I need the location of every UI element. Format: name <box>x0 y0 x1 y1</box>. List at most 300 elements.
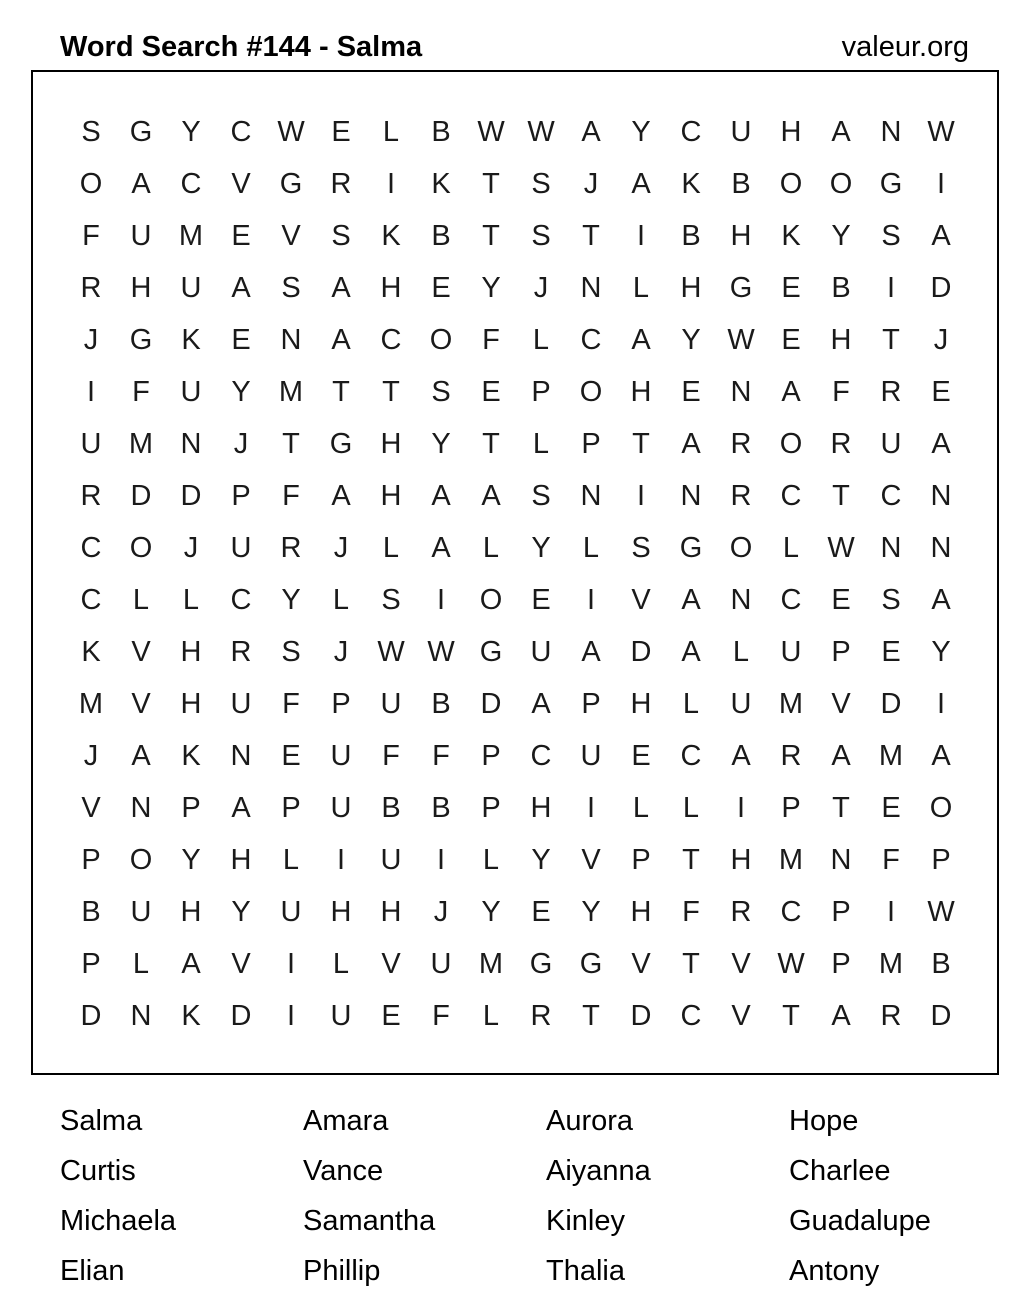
grid-letter: K <box>81 635 101 668</box>
grid-letter: P <box>631 843 651 876</box>
grid-letter: D <box>630 635 652 668</box>
word-list-item: Samantha <box>303 1205 436 1237</box>
grid-letter: L <box>182 583 200 616</box>
grid-letter: U <box>780 635 802 668</box>
grid-letter: A <box>481 479 501 512</box>
grid-letter: A <box>681 427 701 460</box>
grid-letter: K <box>431 167 451 200</box>
grid-letter: S <box>431 375 451 408</box>
word-list-item: Curtis <box>60 1155 136 1187</box>
grid-letter: R <box>730 895 752 928</box>
grid-letter: L <box>132 947 150 980</box>
grid-letter: S <box>531 219 551 252</box>
grid-letter: L <box>632 791 650 824</box>
grid-letter: E <box>531 583 551 616</box>
grid-letter: I <box>386 167 396 200</box>
grid-letter: A <box>831 739 851 772</box>
grid-letter: T <box>482 219 500 252</box>
grid-letter: A <box>781 375 801 408</box>
word-list <box>60 1096 1030 1296</box>
grid-letter: P <box>231 479 251 512</box>
grid-letter: R <box>530 999 552 1032</box>
grid-letter: T <box>782 999 800 1032</box>
grid-letter: N <box>130 791 152 824</box>
grid-letter: E <box>931 375 951 408</box>
grid-letter: A <box>231 791 251 824</box>
grid-letter: C <box>780 479 802 512</box>
grid-letter: U <box>230 531 252 564</box>
grid-letter: P <box>531 375 551 408</box>
word-list-item: Aurora <box>546 1105 634 1137</box>
grid-letter: F <box>282 687 300 720</box>
grid-letter: E <box>331 115 351 148</box>
grid-letter: N <box>880 531 902 564</box>
grid-letter: W <box>427 635 455 668</box>
grid-letter: J <box>583 167 599 200</box>
grid-letter: H <box>830 323 852 356</box>
grid-letter: P <box>931 843 951 876</box>
grid-letter: L <box>582 531 600 564</box>
grid-letter: I <box>936 167 946 200</box>
grid-letter: G <box>129 115 153 148</box>
grid-letter: H <box>330 895 352 928</box>
grid-letter: C <box>80 583 102 616</box>
grid-letter: A <box>331 479 351 512</box>
grid-letter: Y <box>231 375 251 408</box>
grid-letter: L <box>782 531 800 564</box>
grid-letter: I <box>436 843 446 876</box>
grid-letter: N <box>580 479 602 512</box>
grid-letter: F <box>882 843 900 876</box>
grid-letter: J <box>933 323 949 356</box>
grid-letter: Y <box>531 843 551 876</box>
grid-letter: H <box>180 687 202 720</box>
grid-letter: S <box>381 583 401 616</box>
grid-letter: U <box>180 375 202 408</box>
grid-letter: W <box>377 635 405 668</box>
grid-letter: I <box>586 583 596 616</box>
grid-letter: T <box>882 323 900 356</box>
word-list-item: Guadalupe <box>789 1205 931 1237</box>
grid-letter: G <box>729 271 753 304</box>
grid-letter: D <box>880 687 902 720</box>
grid-letter: V <box>81 791 101 824</box>
grid-letter: Y <box>431 427 451 460</box>
grid-letter: O <box>729 531 753 564</box>
grid-letter: Y <box>181 843 201 876</box>
grid-letter: B <box>431 115 451 148</box>
grid-letter: Y <box>181 115 201 148</box>
grid-letter: D <box>930 271 952 304</box>
grid-letter: H <box>730 843 752 876</box>
grid-letter: G <box>329 427 353 460</box>
grid-letter: C <box>230 115 252 148</box>
grid-letter: Y <box>681 323 701 356</box>
grid-letter: H <box>630 375 652 408</box>
grid-letter: W <box>777 947 805 980</box>
grid-letter: L <box>482 843 500 876</box>
grid-letter: A <box>431 479 451 512</box>
grid-letter: O <box>579 375 603 408</box>
grid-letter: P <box>81 843 101 876</box>
grid-letter: U <box>330 999 352 1032</box>
grid-letter: M <box>128 427 154 460</box>
grid-letter: T <box>582 219 600 252</box>
word-list-item: Salma <box>60 1105 143 1137</box>
grid-letter: P <box>581 687 601 720</box>
grid-letter: T <box>282 427 300 460</box>
grid-letter: U <box>380 843 402 876</box>
grid-letter: U <box>530 635 552 668</box>
grid-letter: U <box>130 219 152 252</box>
grid-letter: H <box>380 427 402 460</box>
grid-letter: L <box>382 531 400 564</box>
grid-letter: M <box>878 947 904 980</box>
grid-letter: C <box>680 115 702 148</box>
grid-letter: A <box>731 739 751 772</box>
grid-letter: N <box>730 375 752 408</box>
grid-letter: A <box>131 167 151 200</box>
grid-letter: M <box>278 375 304 408</box>
grid-letter: A <box>931 739 951 772</box>
grid-letter: H <box>730 219 752 252</box>
grid-letter: L <box>282 843 300 876</box>
grid-letter: Y <box>281 583 301 616</box>
grid-letter: B <box>931 947 951 980</box>
grid-letter: R <box>80 479 102 512</box>
grid-letter: R <box>330 167 352 200</box>
grid-letter: H <box>230 843 252 876</box>
grid-letter: H <box>380 479 402 512</box>
grid-letter: V <box>631 583 651 616</box>
grid-letter: L <box>332 947 350 980</box>
grid-letter: P <box>481 791 501 824</box>
grid-letter: J <box>533 271 549 304</box>
grid-letter: I <box>636 479 646 512</box>
grid-letter: L <box>482 531 500 564</box>
grid-letter: S <box>531 167 551 200</box>
grid-letter: E <box>881 635 901 668</box>
grid-letter: M <box>78 687 104 720</box>
grid-letter: D <box>130 479 152 512</box>
grid-letter: K <box>181 323 201 356</box>
grid-letter: Y <box>481 271 501 304</box>
grid-letter: E <box>631 739 651 772</box>
grid-letter: A <box>831 115 851 148</box>
grid-letter: A <box>931 427 951 460</box>
grid-letter: U <box>880 427 902 460</box>
grid-letter: Y <box>481 895 501 928</box>
grid-letter: M <box>178 219 204 252</box>
grid-letter: E <box>281 739 301 772</box>
grid-letter: F <box>432 739 450 772</box>
grid-letter: O <box>129 531 153 564</box>
grid-letter: G <box>679 531 703 564</box>
grid-letter: E <box>431 271 451 304</box>
grid-letter: U <box>80 427 102 460</box>
grid-letter: T <box>682 947 700 980</box>
grid-letter: C <box>530 739 552 772</box>
grid-letter: A <box>331 323 351 356</box>
grid-letter: F <box>282 479 300 512</box>
grid-letter: T <box>332 375 350 408</box>
grid-letter: P <box>581 427 601 460</box>
grid-letter: O <box>779 427 803 460</box>
grid-letter: N <box>580 271 602 304</box>
grid-letter: A <box>681 635 701 668</box>
grid-letter: O <box>779 167 803 200</box>
grid-letter: E <box>831 583 851 616</box>
grid-letter: N <box>180 427 202 460</box>
word-list-item: Thalia <box>546 1255 625 1287</box>
grid-letter: V <box>281 219 301 252</box>
grid-letter: L <box>132 583 150 616</box>
grid-letter: E <box>781 323 801 356</box>
grid-letter: J <box>333 635 349 668</box>
grid-letter: F <box>382 739 400 772</box>
grid-letter: G <box>279 167 303 200</box>
grid-letter: N <box>730 583 752 616</box>
grid-letter: V <box>631 947 651 980</box>
grid-letter: P <box>831 947 851 980</box>
grid-letter: C <box>680 739 702 772</box>
grid-letter: J <box>233 427 249 460</box>
grid-letter: O <box>129 843 153 876</box>
grid-letter: N <box>280 323 302 356</box>
grid-letter: W <box>527 115 555 148</box>
grid-letter: D <box>230 999 252 1032</box>
grid-letter: G <box>879 167 903 200</box>
grid-letter: V <box>731 947 751 980</box>
grid-letter: E <box>481 375 501 408</box>
grid-letter: F <box>132 375 150 408</box>
grid-letter: V <box>581 843 601 876</box>
grid-letter: R <box>230 635 252 668</box>
grid-letter: K <box>781 219 801 252</box>
grid-letter: W <box>477 115 505 148</box>
grid-letter: A <box>631 323 651 356</box>
grid-letter: V <box>731 999 751 1032</box>
grid-letter: T <box>682 843 700 876</box>
grid-letter: I <box>86 375 96 408</box>
grid-letter: P <box>481 739 501 772</box>
grid-letter: K <box>181 739 201 772</box>
grid-letter: N <box>830 843 852 876</box>
word-list-item: Antony <box>789 1255 880 1287</box>
grid-letter: A <box>331 271 351 304</box>
grid-letter: C <box>780 895 802 928</box>
grid-letter: H <box>630 687 652 720</box>
grid-letter: T <box>482 427 500 460</box>
grid-letter: D <box>480 687 502 720</box>
grid-letter: T <box>482 167 500 200</box>
grid-letter: K <box>681 167 701 200</box>
grid-letter: B <box>381 791 401 824</box>
grid-letter: U <box>430 947 452 980</box>
grid-letter: S <box>281 635 301 668</box>
grid-letter: R <box>880 999 902 1032</box>
word-list-item: Kinley <box>546 1205 625 1237</box>
word-list-item: Aiyanna <box>546 1155 651 1187</box>
grid-letter: F <box>82 219 100 252</box>
word-list-item: Hope <box>789 1105 859 1137</box>
grid-letter: J <box>183 531 199 564</box>
grid-letter: K <box>181 999 201 1032</box>
grid-letter: A <box>131 739 151 772</box>
grid-letter: V <box>831 687 851 720</box>
grid-letter: B <box>831 271 851 304</box>
grid-letter: C <box>880 479 902 512</box>
grid-letter: V <box>381 947 401 980</box>
grid-letter: H <box>380 271 402 304</box>
grid-letter: P <box>831 635 851 668</box>
grid-letter: H <box>530 791 552 824</box>
grid-letter: U <box>130 895 152 928</box>
grid-letter: Y <box>931 635 951 668</box>
word-list-item: Michaela <box>60 1205 177 1237</box>
grid-letter: G <box>579 947 603 980</box>
grid-letter: P <box>781 791 801 824</box>
grid-letter: P <box>831 895 851 928</box>
grid-letter: L <box>532 427 550 460</box>
grid-letter: S <box>81 115 101 148</box>
grid-letter: V <box>131 687 151 720</box>
grid-letter: A <box>581 635 601 668</box>
letter-grid <box>66 106 966 1042</box>
grid-letter: A <box>931 583 951 616</box>
grid-letter: N <box>680 479 702 512</box>
grid-letter: U <box>580 739 602 772</box>
grid-letter: H <box>780 115 802 148</box>
word-list-item: Phillip <box>303 1255 381 1287</box>
grid-letter: U <box>380 687 402 720</box>
grid-letter: J <box>83 323 99 356</box>
grid-letter: W <box>277 115 305 148</box>
word-list-item: Charlee <box>789 1155 891 1187</box>
grid-letter: D <box>630 999 652 1032</box>
grid-letter: Y <box>531 531 551 564</box>
grid-letter: G <box>479 635 503 668</box>
grid-letter: E <box>681 375 701 408</box>
grid-letter: I <box>586 791 596 824</box>
grid-letter: E <box>781 271 801 304</box>
grid-letter: C <box>580 323 602 356</box>
grid-letter: I <box>436 583 446 616</box>
grid-letter: A <box>181 947 201 980</box>
grid-letter: O <box>829 167 853 200</box>
grid-letter: U <box>730 115 752 148</box>
grid-letter: Y <box>581 895 601 928</box>
grid-letter: S <box>881 583 901 616</box>
grid-letter: W <box>927 895 955 928</box>
grid-letter: F <box>832 375 850 408</box>
grid-letter: U <box>280 895 302 928</box>
grid-letter: H <box>180 635 202 668</box>
grid-letter: L <box>532 323 550 356</box>
grid-letter: L <box>332 583 350 616</box>
grid-letter: O <box>79 167 103 200</box>
grid-letter: M <box>478 947 504 980</box>
grid-letter: B <box>681 219 701 252</box>
grid-letter: B <box>81 895 101 928</box>
grid-letter: P <box>281 791 301 824</box>
grid-letter: V <box>231 947 251 980</box>
grid-letter: I <box>736 791 746 824</box>
grid-letter: V <box>131 635 151 668</box>
grid-letter: I <box>286 999 296 1032</box>
grid-letter: M <box>778 843 804 876</box>
grid-letter: K <box>381 219 401 252</box>
grid-letter: E <box>231 323 251 356</box>
grid-letter: A <box>931 219 951 252</box>
grid-letter: L <box>382 115 400 148</box>
grid-letter: M <box>778 687 804 720</box>
grid-letter: D <box>80 999 102 1032</box>
grid-letter: C <box>680 999 702 1032</box>
grid-letter: A <box>231 271 251 304</box>
grid-letter: U <box>730 687 752 720</box>
grid-letter: E <box>381 999 401 1032</box>
grid-letter: W <box>827 531 855 564</box>
grid-letter: C <box>230 583 252 616</box>
grid-letter: P <box>331 687 351 720</box>
puzzle-box <box>31 70 999 1075</box>
grid-letter: R <box>830 427 852 460</box>
grid-letter: W <box>727 323 755 356</box>
grid-letter: I <box>886 271 896 304</box>
grid-letter: N <box>930 531 952 564</box>
grid-letter: U <box>180 271 202 304</box>
grid-letter: L <box>632 271 650 304</box>
grid-letter: S <box>631 531 651 564</box>
grid-letter: C <box>380 323 402 356</box>
word-list-item: Vance <box>303 1155 384 1187</box>
grid-letter: O <box>929 791 953 824</box>
grid-letter: J <box>83 739 99 772</box>
grid-letter: P <box>181 791 201 824</box>
grid-letter: H <box>380 895 402 928</box>
grid-letter: L <box>732 635 750 668</box>
grid-letter: C <box>780 583 802 616</box>
grid-letter: F <box>682 895 700 928</box>
grid-letter: B <box>431 791 451 824</box>
grid-letter: H <box>680 271 702 304</box>
grid-letter: Y <box>831 219 851 252</box>
grid-letter: I <box>636 219 646 252</box>
grid-letter: U <box>330 739 352 772</box>
site-name: valeur.org <box>841 31 969 63</box>
grid-letter: A <box>431 531 451 564</box>
grid-letter: R <box>730 479 752 512</box>
grid-letter: R <box>80 271 102 304</box>
grid-letter: A <box>831 999 851 1032</box>
grid-letter: A <box>631 167 651 200</box>
grid-letter: J <box>333 531 349 564</box>
grid-letter: A <box>581 115 601 148</box>
grid-letter: H <box>630 895 652 928</box>
grid-letter: U <box>230 687 252 720</box>
grid-letter: T <box>832 479 850 512</box>
grid-letter: H <box>130 271 152 304</box>
grid-letter: T <box>832 791 850 824</box>
word-list-item: Elian <box>60 1255 125 1287</box>
grid-letter: G <box>129 323 153 356</box>
grid-letter: N <box>880 115 902 148</box>
grid-letter: H <box>180 895 202 928</box>
grid-letter: I <box>936 687 946 720</box>
grid-letter: C <box>180 167 202 200</box>
grid-letter: O <box>479 583 503 616</box>
